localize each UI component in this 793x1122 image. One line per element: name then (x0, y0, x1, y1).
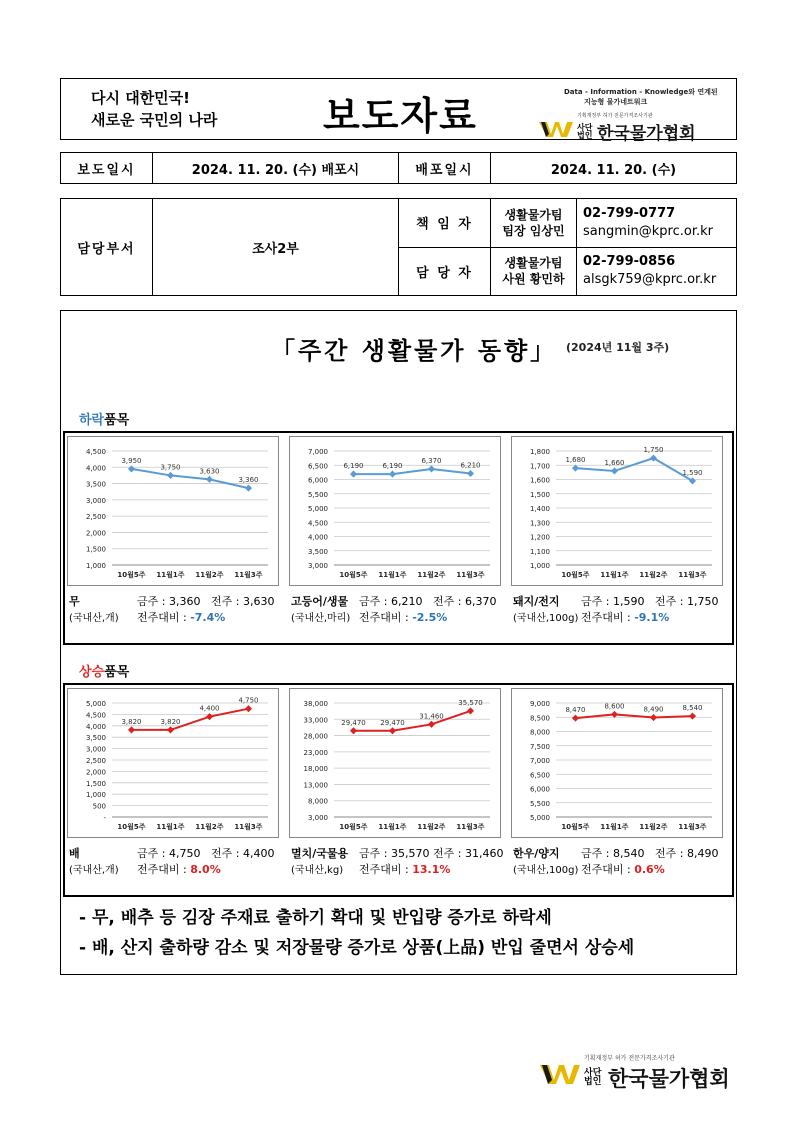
y-tick-label: 2,000 (85, 768, 106, 777)
y-tick-label: 3,500 (85, 734, 106, 743)
data-point (467, 470, 474, 477)
chart-svg (68, 437, 280, 587)
manager-team-cell (491, 199, 577, 248)
data-point (167, 726, 174, 733)
y-tick-label: - (103, 814, 106, 822)
data-label: 3,950 (121, 456, 142, 465)
data-label: 1,660 (604, 458, 625, 467)
x-tick-label: 11월2주 (639, 571, 668, 579)
y-tick-label: 3,500 (85, 480, 106, 489)
item-name: 고등어/생물 (291, 595, 349, 608)
change-label: 전주대비 : (581, 863, 635, 876)
x-tick-label: 11월2주 (195, 823, 224, 831)
change-percent: -2.5% (412, 611, 448, 624)
manager-label: 책 임 자 (399, 199, 491, 248)
x-tick-label: 11월3주 (234, 571, 263, 579)
down-section-label (79, 409, 129, 428)
change-percent: -9.1% (634, 611, 670, 624)
y-tick-label: 23,000 (303, 748, 328, 757)
y-tick-label: 8,000 (307, 797, 328, 806)
y-tick-label: 5,500 (307, 490, 328, 499)
y-tick-label: 6,500 (307, 462, 328, 471)
item-name: 한우/양지 (513, 847, 560, 860)
x-tick-label: 11월1주 (156, 823, 185, 831)
item-name: 멸치/국물용 (291, 847, 349, 860)
slogan (91, 87, 217, 131)
data-point (389, 471, 396, 478)
this-week-price: 금주 : 6,210 (359, 595, 423, 608)
x-tick-label: 11월1주 (600, 823, 629, 831)
data-point (128, 465, 135, 472)
item-origin: (국내산,100g) (513, 865, 579, 876)
change-label: 전주대비 : (359, 611, 413, 624)
y-tick-label: 7,500 (529, 742, 550, 751)
y-tick-label: 4,000 (85, 722, 106, 731)
manager-phone: 02-799-0777 (583, 205, 676, 221)
line-chart-5 (289, 688, 501, 838)
manager-email[interactable]: sangmin@kprc.or.kr (583, 223, 713, 239)
y-tick-label: 500 (92, 802, 106, 811)
y-tick-label: 1,000 (529, 562, 550, 570)
y-tick-label: 4,000 (307, 533, 328, 542)
org-name: 한국물가협회 (597, 124, 696, 144)
x-tick-label: 11월3주 (456, 571, 485, 579)
data-label: 3,630 (199, 467, 220, 476)
x-tick-label: 10월5주 (339, 571, 368, 579)
data-label: 1,680 (565, 456, 586, 465)
data-point (245, 705, 252, 712)
y-tick-label: 9,000 (529, 700, 550, 708)
line-chart-2 (289, 436, 501, 586)
data-label: 8,600 (604, 702, 625, 711)
this-week-price: 금주 : 8,540 (581, 847, 645, 860)
press-header (60, 78, 737, 144)
chart-svg (68, 689, 280, 839)
y-tick-label: 1,000 (85, 562, 106, 570)
date-table (60, 152, 737, 184)
data-point (611, 467, 618, 474)
series-line (576, 458, 693, 481)
data-label: 1,590 (682, 468, 703, 477)
y-tick-label: 7,000 (529, 757, 550, 765)
last-week-price: 전주 : 1,750 (655, 595, 719, 608)
data-label: 3,820 (121, 717, 142, 726)
report-date-label: 보도일시 (61, 153, 153, 184)
chart-caption-2 (291, 594, 496, 627)
this-week-price: 금주 : 3,360 (137, 595, 201, 608)
tagline-2: 지능형 물가네트워크 (584, 98, 648, 106)
data-label: 8,490 (643, 705, 664, 714)
data-point (689, 713, 696, 720)
data-label: 35,570 (458, 698, 483, 707)
manager-contact (577, 199, 737, 248)
data-point (428, 721, 435, 728)
data-label: 3,820 (160, 717, 181, 726)
series-line (354, 469, 471, 474)
data-point (206, 476, 213, 483)
x-tick-label: 10월5주 (117, 823, 146, 831)
y-tick-label: 2,500 (85, 757, 106, 765)
report-week: (2024년 11월 3주) (566, 341, 670, 354)
data-point (350, 471, 357, 478)
change-label: 전주대비 : (137, 863, 191, 876)
x-tick-label: 11월1주 (156, 571, 185, 579)
slogan-line-1: 다시 대한민국! (91, 89, 191, 107)
kprc-footer-logo-icon (540, 1063, 580, 1085)
last-week-price: 전주 : 31,460 (433, 847, 504, 860)
staff-label: 담 당 자 (399, 247, 491, 296)
data-label: 3,750 (160, 463, 181, 472)
up-section-label (79, 661, 129, 680)
chart-caption-5 (291, 846, 503, 879)
y-tick-label: 18,000 (303, 765, 328, 774)
x-tick-label: 11월1주 (378, 571, 407, 579)
y-tick-label: 5,500 (529, 799, 550, 808)
line-chart-1 (67, 436, 279, 586)
footer-org-sub: 기획재정부 허가 전문가격조사기관 (584, 1055, 675, 1062)
item-name: 배 (69, 847, 80, 860)
report-date-value: 2024. 11. 20. (수) 배포시 (153, 153, 399, 184)
manager-team: 생활물가팀 (504, 207, 563, 222)
y-tick-label: 3,000 (307, 814, 328, 822)
chart-svg (290, 437, 502, 587)
data-label: 6,190 (382, 462, 403, 471)
y-tick-label: 6,500 (529, 771, 550, 780)
data-label: 8,540 (682, 704, 703, 713)
y-tick-label: 3,000 (307, 562, 328, 570)
change-percent: -7.4% (190, 611, 226, 624)
y-tick-label: 3,000 (85, 496, 106, 505)
this-week-price: 금주 : 1,590 (581, 595, 645, 608)
series-line (132, 469, 249, 488)
data-label: 6,210 (460, 461, 481, 470)
staff-name: 사원 황민하 (502, 272, 565, 287)
y-tick-label: 2,500 (85, 513, 106, 522)
change-label: 전주대비 : (137, 611, 191, 624)
series-line (132, 709, 249, 730)
data-label: 3,360 (238, 476, 259, 485)
footer-logo (540, 1055, 730, 1093)
x-tick-label: 10월5주 (117, 571, 146, 579)
this-week-price: 금주 : 35,570 (359, 847, 430, 860)
data-label: 4,400 (199, 704, 220, 713)
y-tick-label: 38,000 (303, 700, 328, 708)
line-chart-6 (511, 688, 723, 838)
y-tick-label: 7,000 (307, 448, 328, 456)
up-label-rest: 품목 (104, 665, 130, 680)
data-point (245, 485, 252, 492)
staff-team-cell (491, 247, 577, 296)
y-tick-label: 1,700 (529, 462, 550, 471)
chart-caption-3 (513, 594, 718, 627)
x-tick-label: 10월5주 (339, 823, 368, 831)
staff-team: 생활물가팀 (504, 256, 563, 271)
y-tick-label: 3,500 (307, 547, 328, 556)
distribute-date-label: 배포일시 (399, 153, 491, 184)
y-tick-label: 4,500 (307, 519, 328, 528)
footer-org-prefix: 사단 법인 (584, 1068, 602, 1087)
org-prefix: 사단 법인 (577, 122, 593, 140)
y-tick-label: 13,000 (303, 781, 328, 790)
y-tick-label: 1,500 (85, 545, 106, 554)
chart-caption-6 (513, 846, 718, 879)
y-tick-label: 6,000 (529, 785, 550, 794)
y-tick-label: 1,600 (529, 476, 550, 485)
line-chart-3 (511, 436, 723, 586)
y-tick-label: 1,200 (529, 533, 550, 542)
y-tick-label: 8,500 (529, 714, 550, 723)
data-label: 8,470 (565, 706, 586, 715)
x-tick-label: 11월2주 (639, 823, 668, 831)
item-origin: (국내산,100g) (513, 613, 579, 624)
page-title: 보도자료 (323, 94, 478, 138)
item-origin: (국내산,개) (69, 865, 119, 876)
summary-line-2: - 배, 산지 출하량 감소 및 저장물량 증가로 상품(上品) 반입 줄면서 상승세 (79, 938, 635, 958)
last-week-price: 전주 : 6,370 (433, 595, 497, 608)
down-label-rest: 품목 (104, 413, 130, 428)
y-tick-label: 4,500 (85, 448, 106, 456)
x-tick-label: 11월1주 (600, 571, 629, 579)
last-week-price: 전주 : 8,490 (655, 847, 719, 860)
item-name: 돼지/전지 (513, 595, 560, 608)
y-tick-label: 5,000 (85, 700, 106, 708)
y-tick-label: 1,100 (529, 547, 550, 556)
y-tick-label: 33,000 (303, 716, 328, 725)
chart-svg (512, 437, 724, 587)
staff-contact (577, 247, 737, 296)
data-label: 4,750 (238, 696, 259, 705)
last-week-price: 전주 : 3,630 (211, 595, 275, 608)
y-tick-label: 1,300 (529, 519, 550, 528)
x-tick-label: 11월3주 (678, 823, 707, 831)
tagline-1: Data - Information - Knowledge와 연계된 (564, 88, 718, 96)
y-tick-label: 3,000 (85, 745, 106, 754)
staff-phone: 02-799-0856 (583, 254, 676, 270)
data-label: 29,470 (341, 718, 366, 727)
chart-caption-1 (69, 594, 274, 627)
y-tick-label: 1,400 (529, 505, 550, 513)
org-logo (539, 113, 696, 144)
data-point (650, 714, 657, 721)
y-tick-label: 2,000 (85, 529, 106, 538)
chart-svg (290, 689, 502, 839)
x-tick-label: 11월3주 (234, 823, 263, 831)
x-tick-label: 11월3주 (678, 571, 707, 579)
data-point (350, 727, 357, 734)
x-tick-label: 10월5주 (561, 571, 590, 579)
distribute-date-value: 2024. 11. 20. (수) (491, 153, 737, 184)
chart-caption-4 (69, 846, 274, 879)
item-name: 무 (69, 595, 80, 608)
change-percent: 13.1% (412, 863, 451, 876)
staff-email[interactable]: alsgk759@kprc.or.kr (583, 272, 717, 288)
x-tick-label: 11월2주 (195, 571, 224, 579)
change-label: 전주대비 : (359, 863, 413, 876)
y-tick-label: 5,000 (529, 814, 550, 822)
data-label: 29,470 (380, 718, 405, 727)
data-point (428, 465, 435, 472)
series-line (354, 711, 471, 731)
data-point (467, 707, 474, 714)
data-point (389, 727, 396, 734)
y-tick-label: 1,000 (85, 791, 106, 800)
slogan-line-2: 새로운 국민의 나라 (91, 111, 218, 129)
data-point (128, 726, 135, 733)
x-tick-label: 11월3주 (456, 823, 485, 831)
x-tick-label: 11월1주 (378, 823, 407, 831)
this-week-price: 금주 : 4,750 (137, 847, 201, 860)
up-label-highlight: 상승 (79, 665, 105, 680)
data-label: 6,190 (343, 462, 364, 471)
data-point (167, 472, 174, 479)
y-tick-label: 1,800 (529, 448, 550, 456)
x-tick-label: 10월5주 (561, 823, 590, 831)
manager-name: 팀장 임상민 (502, 223, 565, 238)
y-tick-label: 4,000 (85, 464, 106, 473)
footer-org-name: 한국물가협회 (608, 1067, 730, 1091)
chart-svg (512, 689, 724, 839)
x-tick-label: 11월2주 (417, 823, 446, 831)
change-percent: 0.6% (634, 863, 665, 876)
item-origin: (국내산,마리) (291, 613, 351, 624)
change-label: 전주대비 : (581, 611, 635, 624)
data-point (572, 715, 579, 722)
y-tick-label: 1,500 (85, 779, 106, 788)
org-sub: 기획재정부 허가 전문가격조사기관 (577, 113, 653, 119)
y-tick-label: 5,000 (307, 505, 328, 513)
last-week-price: 전주 : 4,400 (211, 847, 275, 860)
data-label: 6,370 (421, 456, 442, 465)
change-percent: 8.0% (190, 863, 221, 876)
down-label-highlight: 하락 (79, 413, 105, 428)
x-tick-label: 11월2주 (417, 571, 446, 579)
y-tick-label: 28,000 (303, 732, 328, 741)
dept-value: 조사2부 (153, 199, 399, 296)
item-origin: (국내산,kg) (291, 865, 344, 876)
y-tick-label: 6,000 (307, 476, 328, 485)
summary-line-1: - 무, 배추 등 김장 주재료 출하기 확대 및 반입량 증가로 하락세 (79, 908, 552, 928)
item-origin: (국내산,개) (69, 613, 119, 624)
report-title: 「주간 생활물가 동향」 (271, 337, 558, 365)
y-tick-label: 4,500 (85, 711, 106, 720)
data-label: 31,460 (419, 712, 444, 721)
y-tick-label: 8,000 (529, 728, 550, 737)
dept-label: 담당부서 (61, 199, 153, 296)
data-label: 1,750 (643, 446, 664, 455)
contact-table (60, 198, 737, 296)
y-tick-label: 1,500 (529, 490, 550, 499)
kprc-logo-icon (539, 120, 573, 138)
line-chart-4 (67, 688, 279, 838)
